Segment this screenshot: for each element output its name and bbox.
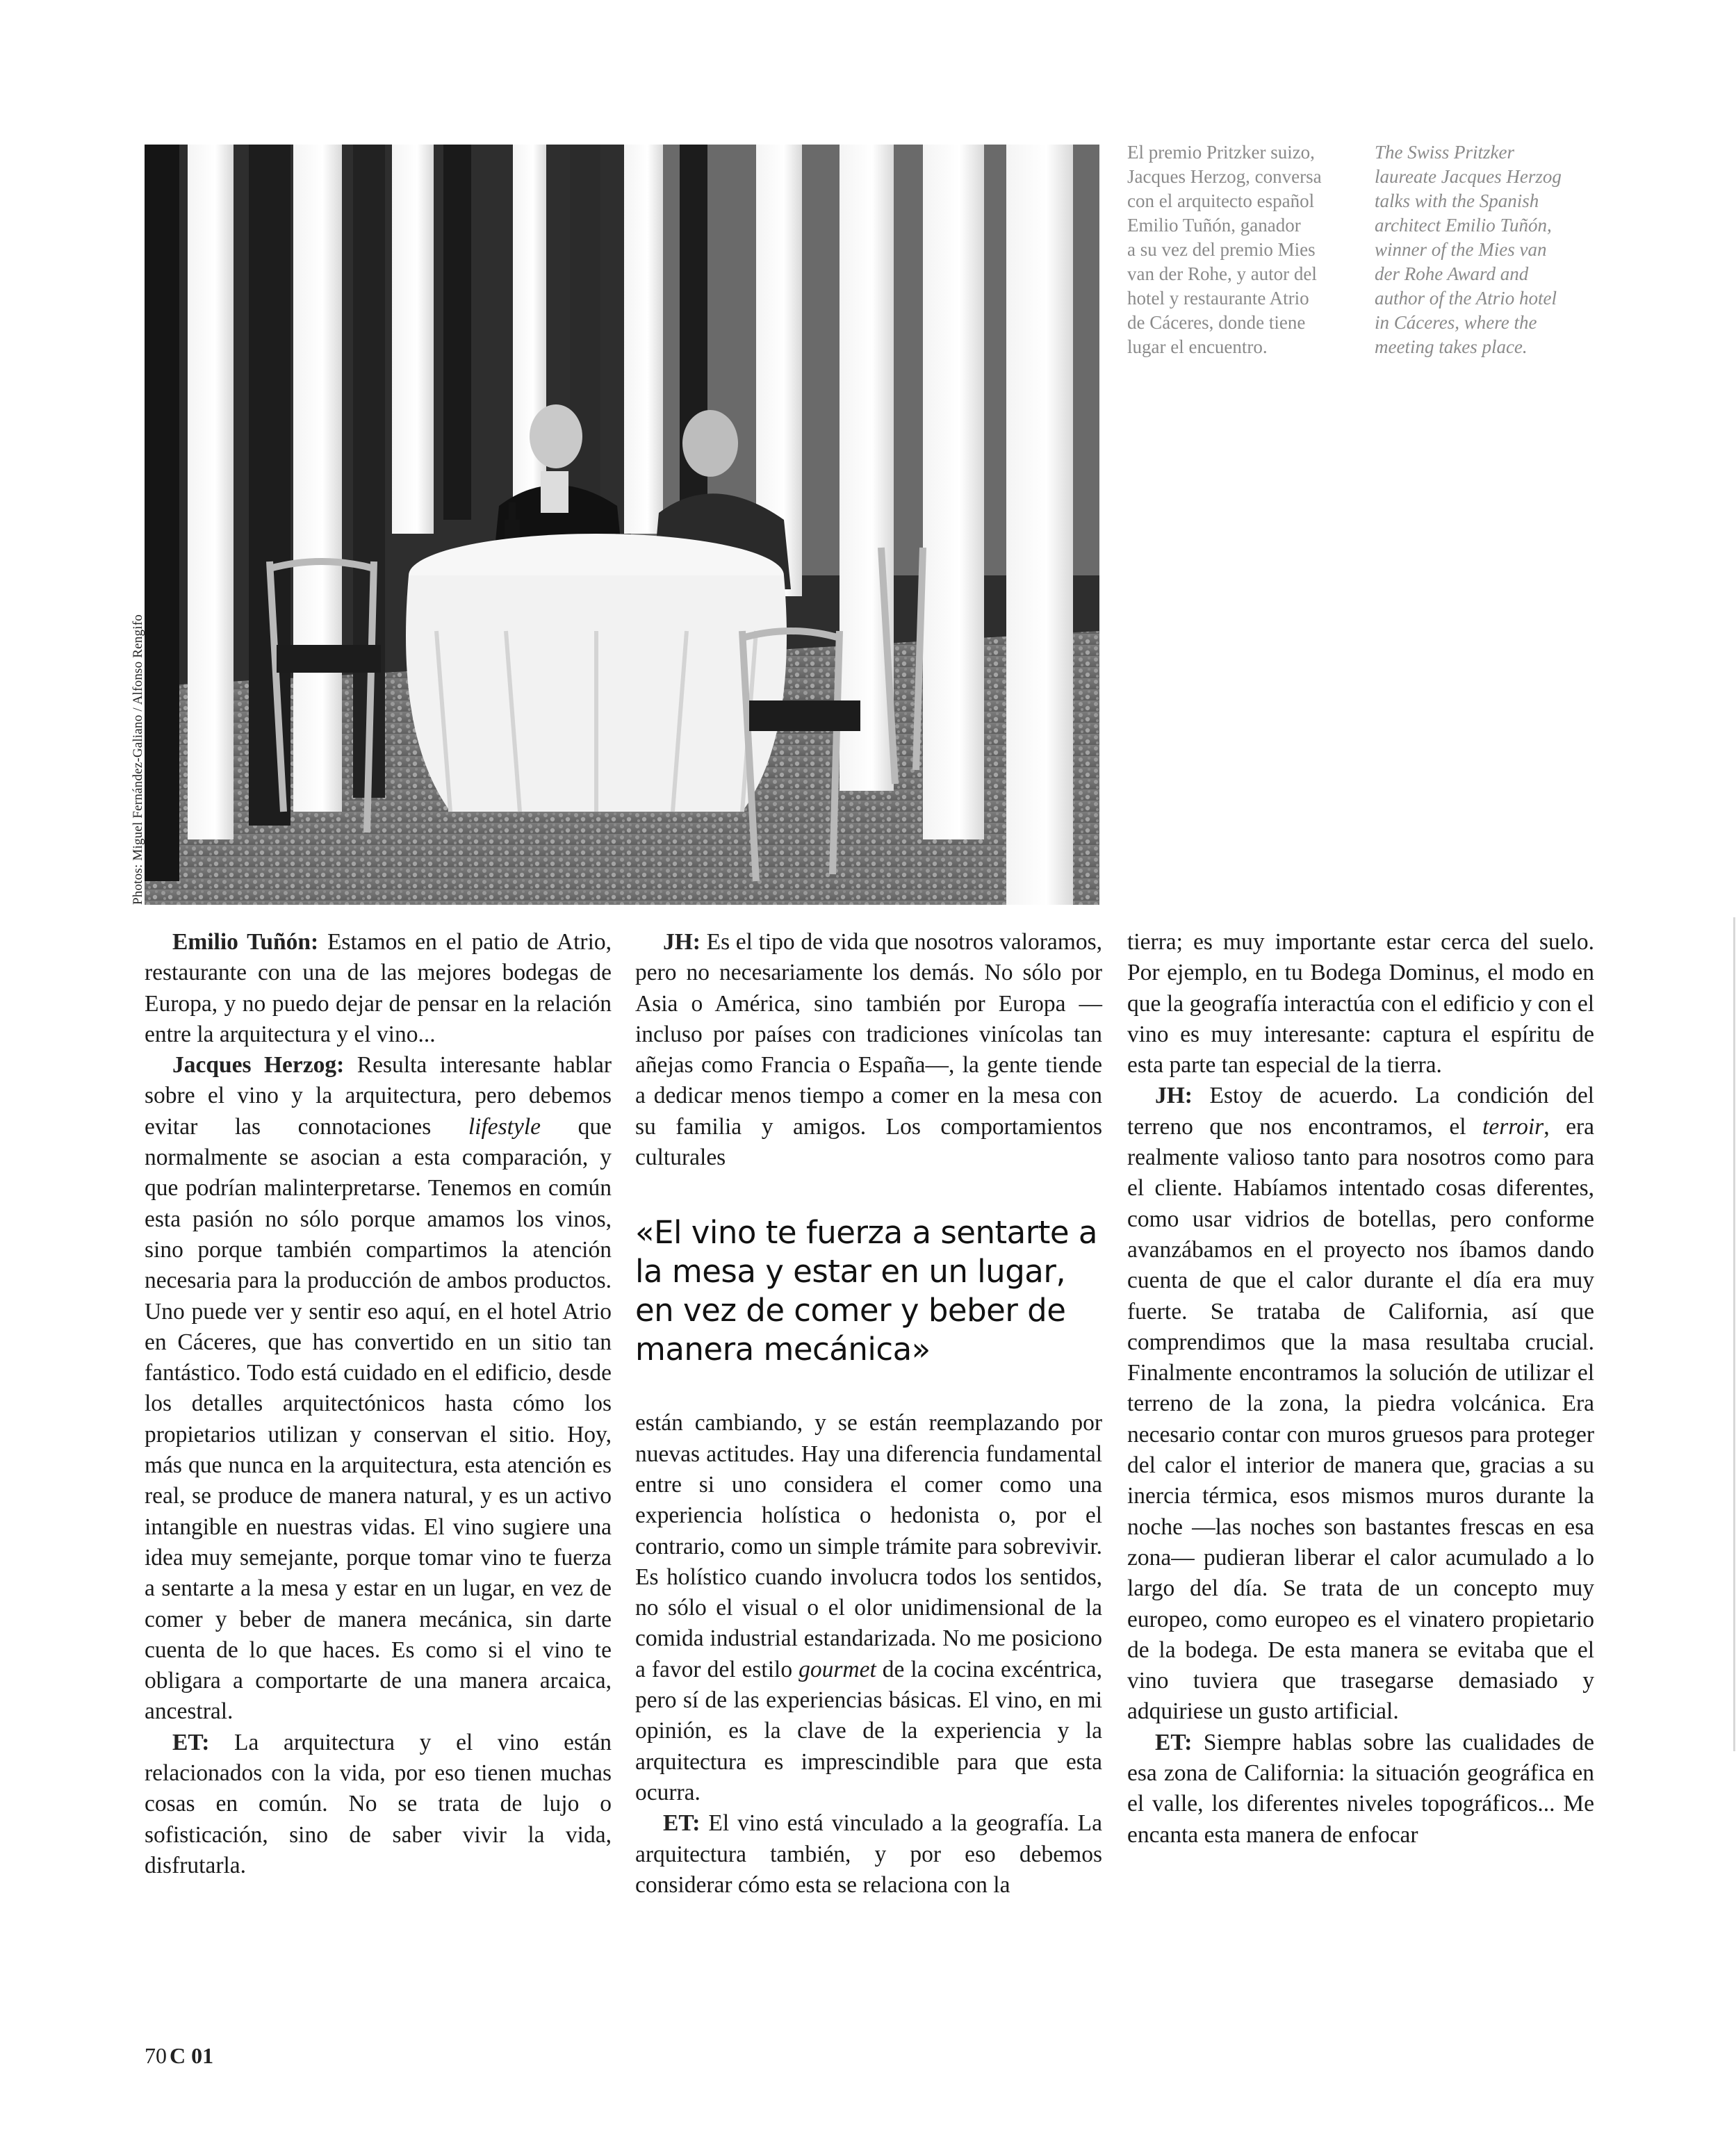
- paragraph: [145, 1728, 612, 1881]
- paragraph-text: Estoy de acuerdo. La condición del terreno que nos encontramos, el: [1127, 1083, 1594, 1140]
- paragraph-text: , era realmente valioso tanto para nosotros como para el cliente. Habíamos intentado cosas diferentes, como usar vidrios de botellas, pero conforme avanzábamos en el proyecto nos íbamos dando cuenta de que el calor durante el día era muy fuerte. Se trataba de California, así que comprendimos que la masa resultaba crucial. Finalmente encontramos la solución de utilizar el terreno de la zona, la piedra volcánica. Era necesario contar con muros gruesos para proteger del calor el interior de manera que, gracias a su inercia térmica, esos mismos muros durante la noche —las noches son bastantes frescas en esa zona— pudieran liberar el calor acumulado a lo largo del día. Se trata de un concepto muy europeo, como europeo es el vinatero propietario de la bodega. De esta manera se evitaba que el vino tuviera que trasegarse demasiado y adquiriese un gusto artificial.: [1127, 1113, 1594, 1725]
- paragraph: [145, 1050, 612, 1728]
- speaker-label: JH:: [663, 929, 701, 955]
- paragraph: [1127, 1728, 1594, 1851]
- paragraph: [635, 927, 1102, 1173]
- paragraph-text: están cambiando, y se están reemplazando por nuevas actitudes. Hay una diferencia fundamental entre si uno considera el comer como una experiencia holística o hedonista o, por el contrario, como un simple trámite para sobrevivir. Es holístico cuando involucra todos los sentidos, no sólo el visual o el olor unidimensional de la comida industrial estandarizada. No me posiciono a favor del estilo: [635, 1410, 1102, 1682]
- table: [406, 534, 787, 812]
- paragraph-text: La arquitectura y el vino están relacionados con la vida, por eso tienen muchas cosas en común. No se trata de lujo o sofisticación, sino de saber vivir la vida, disfrutarla.: [145, 1729, 612, 1878]
- speaker-label: Jacques Herzog:: [172, 1052, 345, 1079]
- body-column-1: [145, 927, 612, 1881]
- paragraph: [145, 927, 612, 1050]
- caption-english: The Swiss Pritzker laureate Jacques Herzog talks with the Spanish architect Emilio Tuñón, winner of the Mies van der Rohe Award and author of the Atrio hotel in Cáceres, where the meeting takes place.: [1375, 142, 1562, 357]
- paragraph-text: Resulta interesante hablar sobre el vino y la arquitectura, pero debemos evitar las connotaciones: [145, 1052, 612, 1140]
- pull-quote: «El vino te fuerza a sentarte a la mesa y estar en un lugar, en vez de comer y beber de manera mecánica»: [635, 1214, 1097, 1368]
- interview-photo: [145, 145, 1099, 905]
- speaker-label: ET:: [172, 1729, 210, 1755]
- paragraph-text: de la cocina excéntrica, pero sí de las experiencias básicas. El vino, en mi opinión, es la clave de la experiencia y la arquitectura es imprescindible para que esta ocurra.: [635, 1656, 1103, 1805]
- paragraph: [1127, 927, 1594, 1081]
- paragraph: [635, 1808, 1102, 1901]
- page-edge-divider: [1733, 917, 1735, 1751]
- italic-term: lifestyle: [468, 1113, 541, 1140]
- paragraph-text: El vino está vinculado a la geografía. La arquitectura también, y por eso debemos considerar cómo esta se relaciona con la: [635, 1810, 1103, 1898]
- caption-spanish: El premio Pritzker suizo, Jacques Herzog, conversa con el arquitecto español Emilio Tuñón, ganador a su vez del premio Mies van der Rohe, y autor del hotel y restaurante Atrio de Cáceres, donde tiene lugar el encuentro.: [1127, 142, 1322, 357]
- paragraph-text: Es el tipo de vida que nosotros valoramos, pero no necesariamente los demás. No sólo por Asia o América, sino también por Europa —incluso por países con tradiciones vinícolas tan añejas como Francia o España—, la gente tiende a dedicar menos tiempo a comer en la mesa con su familia y amigos. Los comportamientos culturales: [635, 929, 1102, 1171]
- paragraph: [1127, 1081, 1594, 1727]
- page-number: 70: [145, 2043, 167, 2068]
- paragraph-text: Estamos en el patio de Atrio, restaurante con una de las mejores bodegas de Europa, y no puedo dejar de pensar en la relación entre la arquitectura y el vino...: [145, 929, 612, 1047]
- paragraph: [635, 1408, 1102, 1808]
- speaker-label: Emilio Tuñón:: [172, 929, 319, 955]
- magazine-mark: C 01: [170, 2043, 214, 2068]
- speaker-label: ET:: [1155, 1729, 1193, 1755]
- photo-illustration: [145, 145, 1099, 905]
- speaker-label: ET:: [663, 1810, 701, 1837]
- italic-term: terroir: [1482, 1113, 1544, 1140]
- paragraph-text: Siempre hablas sobre las cualidades de esa zona de California: la situación geográfica en el valle, los diferentes niveles topográficos... Me encanta esta manera de enfocar: [1127, 1729, 1595, 1848]
- paragraph-text: que normalmente se asocian a esta comparación, y que podrían malinterpretarse. Tenemos en común esta pasión no sólo porque amamos los vinos, sino porque también compartimos la atención necesaria para la producción de ambos productos. Uno puede ver y sentir eso aquí, en el hotel Atrio en Cáceres, que has convertido en un sitio tan fantástico. Todo está cuidado en el edificio, desde los detalles arquitectónicos hasta cómo los propietarios utilizan y conservan el sitio. Hoy, más que nunca en la arquitectura, esta atención es real, se produce de manera natural, y es un activo intangible en nuestras vidas. El vino sugiere una idea muy semejante, porque tomar vino te fuerza a sentarte a la mesa y estar en un lugar, en vez de comer y beber de manera mecánica, sin darte cuenta de lo que haces. Es como si el vino te obligara a comportarte de una manera arcaica, ancestral.: [145, 1113, 612, 1725]
- body-column-2: [635, 927, 1102, 1901]
- speaker-label: JH:: [1155, 1083, 1193, 1109]
- page-folio: [145, 2043, 213, 2069]
- italic-term: gourmet: [799, 1656, 876, 1682]
- body-column-3: [1127, 927, 1594, 1851]
- photo-credit: Photos: Miguel Fernández-Galiano / Alfonso Rengifo: [131, 614, 145, 905]
- paragraph-text: tierra; es muy importante estar cerca del suelo. Por ejemplo, en tu Bodega Dominus, el modo en que la geografía interactúa con el edificio y con el vino es muy interesante: captura el espíritu de esta parte tan especial de la tierra.: [1127, 929, 1594, 1079]
